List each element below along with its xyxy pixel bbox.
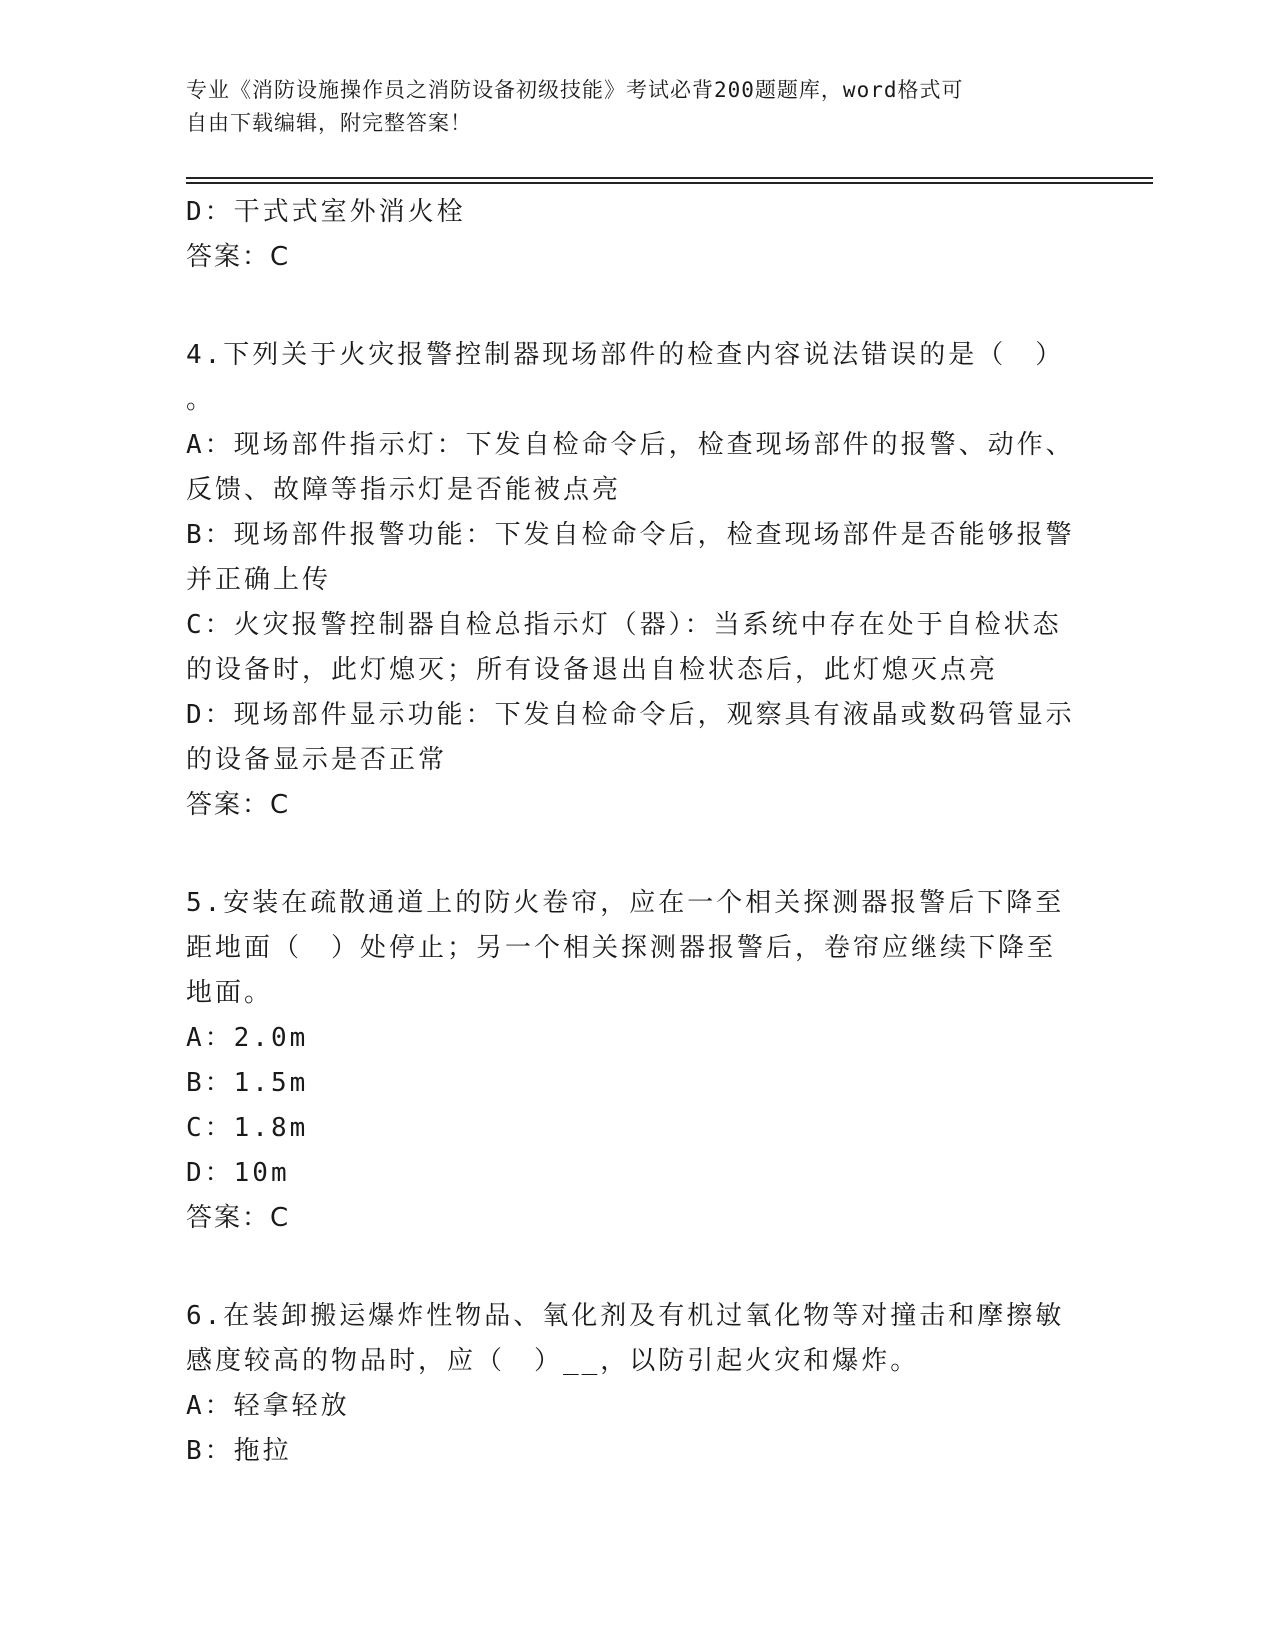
option-b: B：拖拉 (186, 1436, 292, 1466)
document-header (186, 74, 1066, 140)
spacer (186, 280, 1086, 333)
option-a-continued: 反馈、故障等指示灯是否能被点亮 (186, 475, 622, 505)
option-b: B：现场部件报警功能：下发自检命令后，检查现场部件是否能够报警 (186, 520, 1075, 550)
header-divider-top (186, 177, 1153, 179)
question-6 (186, 1294, 1086, 1474)
option-d: D：10m (186, 1158, 290, 1188)
answer-line: 答案：C (186, 1203, 291, 1233)
question-5 (186, 881, 1086, 1241)
spacer (186, 828, 1086, 881)
option-b-continued: 并正确上传 (186, 565, 332, 595)
option-a: A：2.0m (186, 1023, 309, 1053)
option-c-continued: 的设备时，此灯熄灭；所有设备退出自检状态后，此灯熄灭点亮 (186, 655, 999, 685)
question-stem: 6.在装卸搬运爆炸性物品、氧化剂及有机过氧化物等对撞击和摩擦敏 (186, 1301, 1065, 1331)
header-title-line-2: 自由下载编辑，附完整答案！ (186, 111, 472, 135)
header-divider-bottom (186, 182, 1153, 184)
question-stem: 5.安装在疏散通道上的防火卷帘，应在一个相关探测器报警后下降至 (186, 888, 1065, 918)
answer-line: 答案：C (186, 242, 291, 272)
option-a: A：现场部件指示灯：下发自检命令后，检查现场部件的报警、动作、 (186, 430, 1075, 460)
question-stem-continued: 距地面（ ）处停止；另一个相关探测器报警后，卷帘应继续下降至 (186, 933, 1057, 963)
question-stem: 4.下列关于火灾报警控制器现场部件的检查内容说法错误的是（ ） (186, 340, 1065, 370)
option-d-continued: 的设备显示是否正常 (186, 745, 448, 775)
answer-line: 答案：C (186, 790, 291, 820)
previous-question-tail (186, 190, 1086, 280)
question-stem-continued: 感度较高的物品时，应（ ）__，以防引起火灾和爆炸。 (186, 1346, 920, 1376)
question-4 (186, 333, 1086, 828)
option-c: C：1.8m (186, 1113, 309, 1143)
option-d: D：干式式室外消火栓 (186, 197, 466, 227)
option-a: A：轻拿轻放 (186, 1391, 350, 1421)
header-title-line-1: 专业《消防设施操作员之消防设备初级技能》考试必背200题题库，word格式可 (186, 78, 964, 102)
option-c: C：火灾报警控制器自检总指示灯（器）：当系统中存在处于自检状态 (186, 610, 1062, 640)
question-stem-continued: 。 (186, 385, 216, 415)
option-b: B：1.5m (186, 1068, 309, 1098)
spacer (186, 1241, 1086, 1294)
option-d: D：现场部件显示功能：下发自检命令后，观察具有液晶或数码管显示 (186, 700, 1075, 730)
document-body (186, 190, 1086, 1474)
question-stem-continued: 地面。 (186, 978, 274, 1008)
